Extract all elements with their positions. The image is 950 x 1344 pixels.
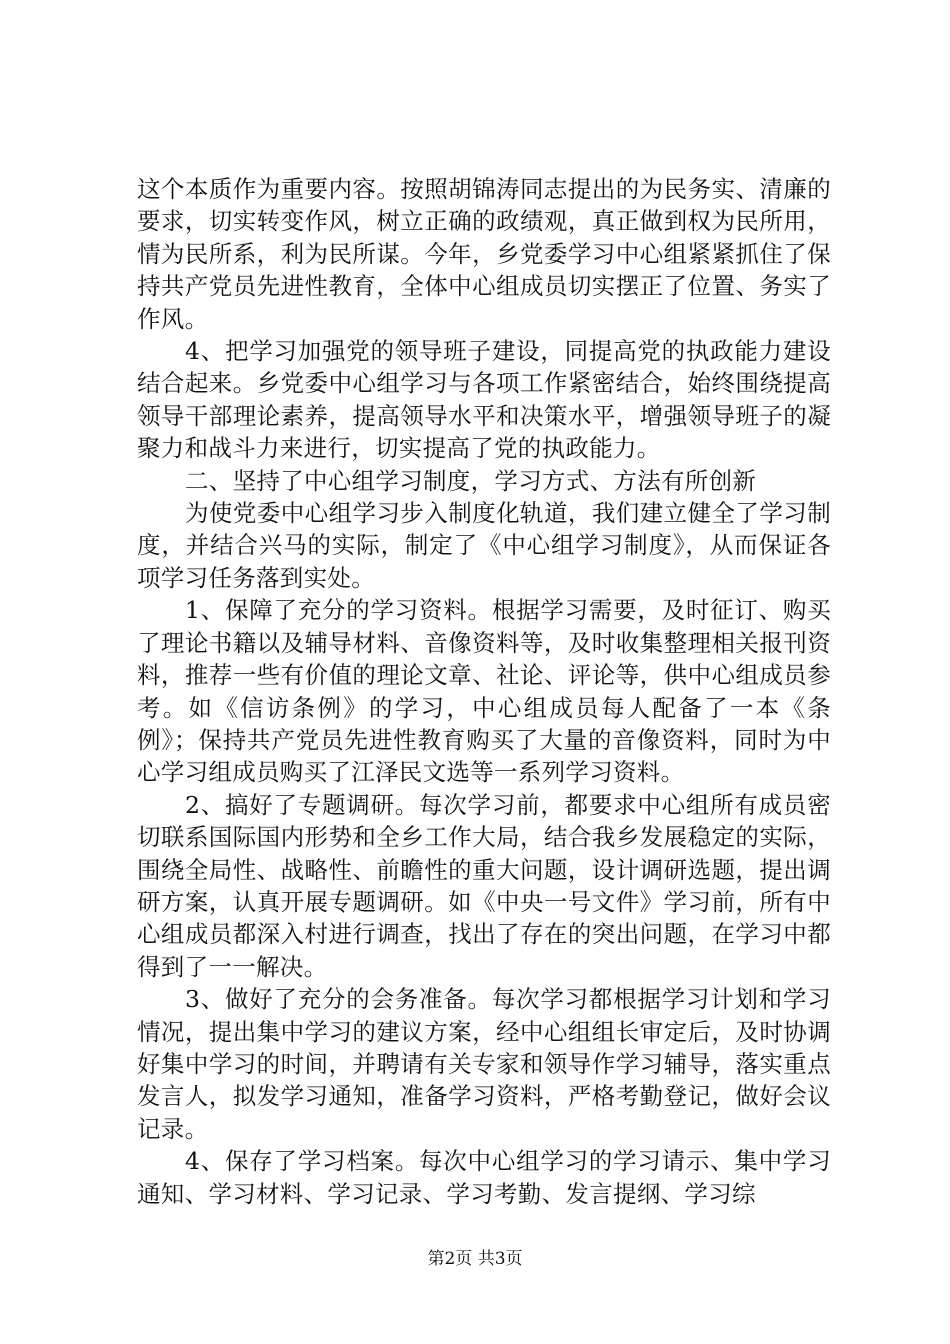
document-body (137, 173, 831, 1210)
paragraph-3: 为使党委中心组学习步入制度化轨道，我们建立健全了学习制度，并结合兴马的实际，制定了《中心组学习制度》，从而保证各项学习任务落到实处。 (137, 499, 831, 592)
paragraph-4: 1、保障了充分的学习资料。根据学习需要，及时征订、购买了理论书籍以及辅导材料、音像资料等，及时收集整理相关报刊资料，推荐一些有价值的理论文章、社论、评论等，供中心组成员参考。如《信访条例》的学习，中心组成员每人配备了一本《条例》；保持共产党员先进性教育购买了大量的音像资料，同时为中心学习组成员购买了江泽民文选等一系列学习资料。 (137, 596, 831, 787)
paragraph-6: 3、做好了充分的会务准备。每次学习都根据学习计划和学习情况，提出集中学习的建议方案，经中心组组长审定后，及时协调好集中学习的时间，并聘请有关专家和领导作学习辅导，落实重点发言人，拟发学习通知，准备学习资料，严格考勤登记，做好会议记录。 (137, 985, 831, 1143)
page-footer: 第2页 共3页 (427, 1249, 523, 1269)
paragraph-7: 4、保存了学习档案。每次中心组学习的学习请示、集中学习通知、学习材料、学习记录、学习考勤、发言提纲、学习综 (137, 1147, 831, 1208)
section-heading: 二、坚持了中心组学习制度，学习方式、方法有所创新 (185, 466, 757, 495)
paragraph-2: 4、把学习加强党的领导班子建设，同提高党的执政能力建设结合起来。乡党委中心组学习与各项工作紧密结合，始终围绕提高领导干部理论素养，提高领导水平和决策水平，增强领导班子的凝聚力和战斗力来进行，切实提高了党的执政能力。 (137, 337, 831, 463)
paragraph-1: 这个本质作为重要内容。按照胡锦涛同志提出的为民务实、清廉的要求，切实转变作风，树立正确的政绩观，真正做到权为民所用，情为民所系，利为民所谋。今年，乡党委学习中心组紧紧抓住了保持共产党员先进性教育，全体中心组成员切实摆正了位置、务实了作风。 (137, 175, 831, 333)
paragraph-5: 2、搞好了专题调研。每次学习前，都要求中心组所有成员密切联系国际国内形势和全乡工作大局，结合我乡发展稳定的实际，围绕全局性、战略性、前瞻性的重大问题，设计调研选题，提出调研方案，认真开展专题调研。如《中央一号文件》学习前，所有中心组成员都深入村进行调查，找出了存在的突出问题，在学习中都得到了一一解决。 (137, 790, 831, 981)
